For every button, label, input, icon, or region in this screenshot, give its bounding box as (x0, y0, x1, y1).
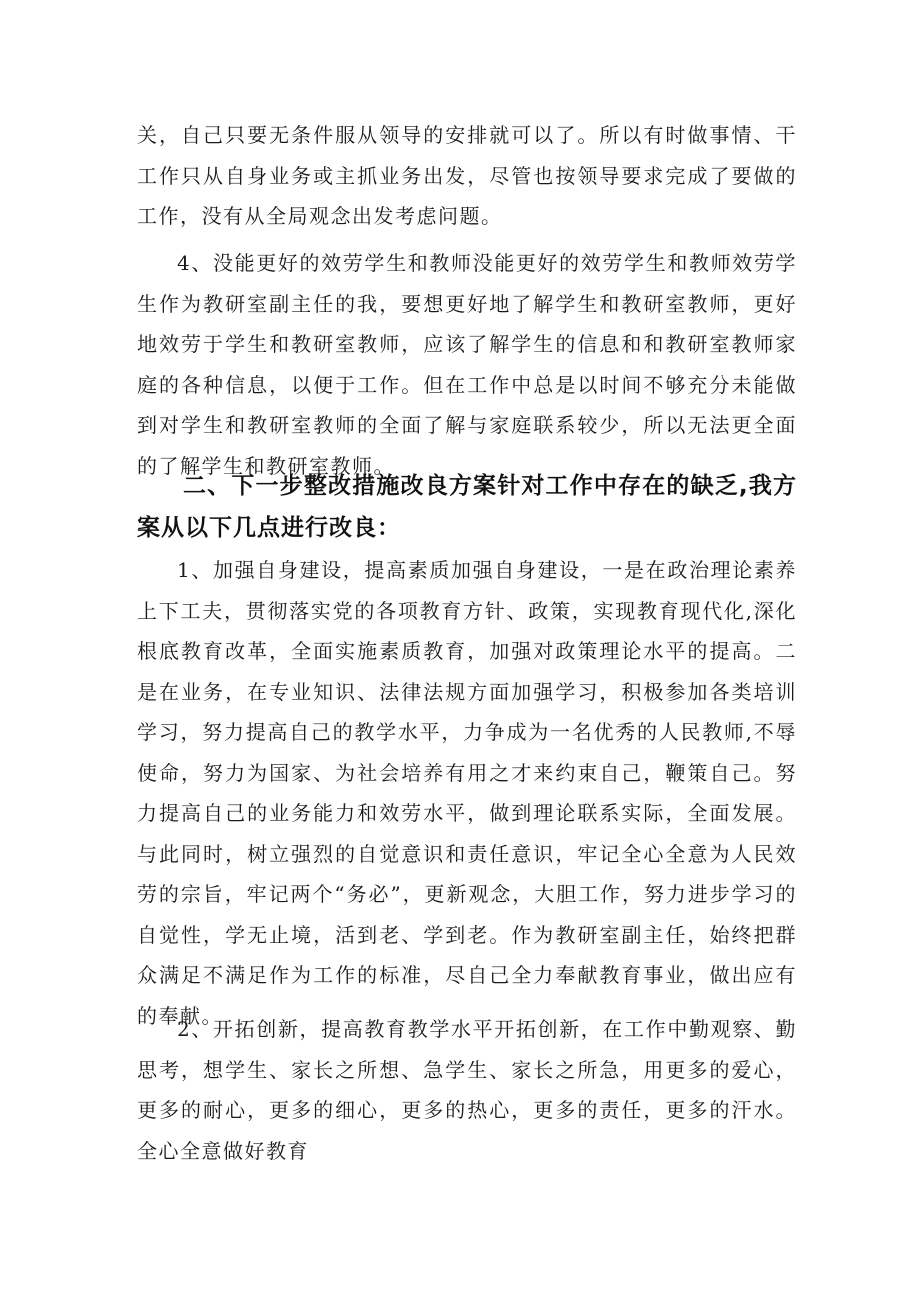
paragraph-continuation: 关，自己只要无条件服从领导的安排就可以了。所以有时做事情、干工作只从自身业务或主抓业务出发，尽管也按领导要求完成了要做的工作，没有从全局观念出发考虑问题。 (137, 123, 797, 228)
paragraph-item-4: 4、没能更好的效劳学生和教师没能更好的效劳学生和教师效劳学生作为教研室副主任的我，要想更好地了解学生和教研室教师，更好地效劳于学生和教研室教师，应该了解学生的信息和和教研室教师家庭的各种信息，以便于工作。但在工作中总是以时间不够充分未能做到对学生和教研室教师的全面了解与家庭联系较少，所以无法更全面的了解学生和教研室教师。 (137, 251, 797, 478)
paragraph-item-1: 1、加强自身建设，提高素质加强自身建设，一是在政治理论素养上下工夫，贯彻落实党的各项教育方针、政策，实现教育现代化,深化根底教育改革，全面实施素质教育，加强对政策理论水平的提高。二是在业务，在专业知识、法律法规方面加强学习，积极参加各类培训学习，努力提高自己的教学水平，力争成为一名优秀的人民教师,不辱使命，努力为国家、为社会培养有用之才来约束自己，鞭策自己。努力提高自己的业务能力和效劳水平，做到理论联系实际，全面发展。与此同时，树立强烈的自觉意识和责任意识，牢记全心全意为人民效劳的宗旨，牢记两个“务必”，更新观念，大胆工作，努力进步学习的自觉性，学无止境，活到老、学到老。作为教研室副主任，始终把群众满足不满足作为工作的标准，尽自己全力奉献教育事业，做出应有的奉献。 (137, 558, 797, 1028)
section-heading-2: 二、下一步整改措施改良方案针对工作中存在的缺乏,我方案从以下几点进行改良： (137, 473, 797, 541)
paragraph-item-2: 2、开拓创新，提高教育教学水平开拓创新，在工作中勤观察、勤思考，想学生、家长之所想、急学生、家长之所急，用更多的爱心，更多的耐心，更多的细心，更多的热心，更多的责任，更多的汗水。全心全意做好教育 (137, 1017, 797, 1163)
